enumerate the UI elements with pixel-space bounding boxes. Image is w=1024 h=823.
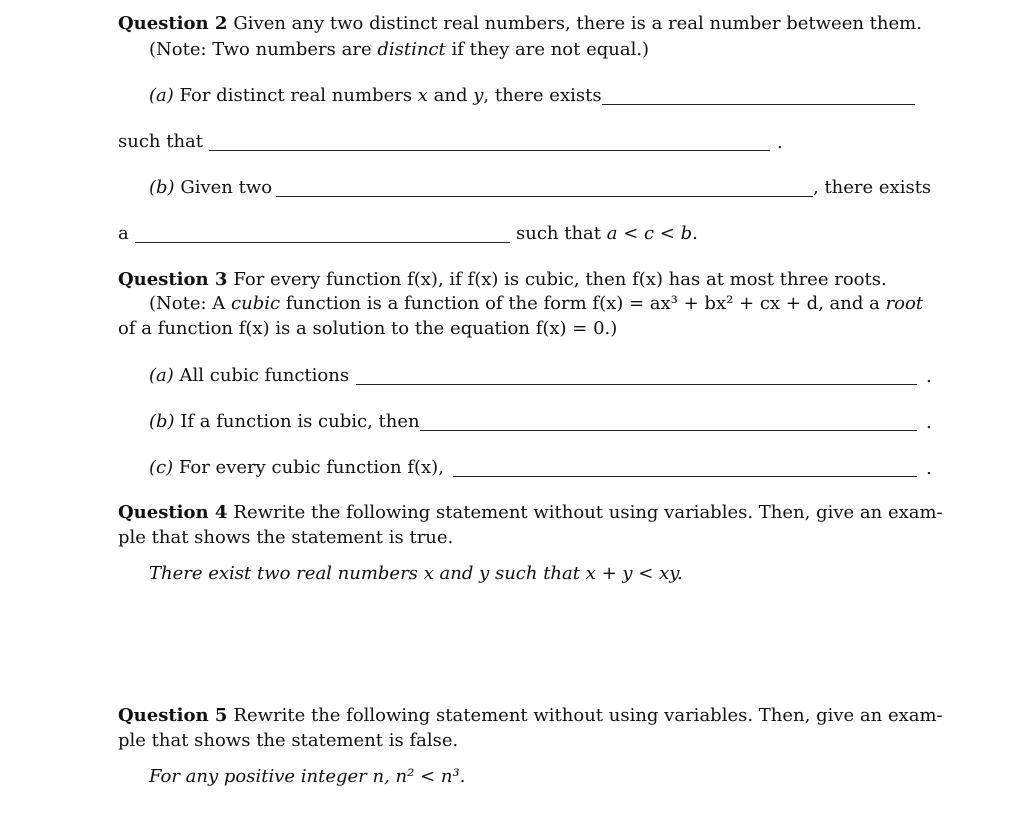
q3a-period: . [926, 366, 932, 387]
q2b-such-that [516, 222, 698, 246]
q2b-period: . [692, 223, 698, 244]
q2-note-em: distinct [377, 39, 446, 60]
q2a-pre: For distinct real numbers [179, 85, 418, 106]
q2a-and: and [427, 85, 474, 106]
q3-statement: For every function f(x), if f(x) is cubic, then f(x) has at most three roots. [233, 269, 887, 290]
q2a-prompt [149, 84, 602, 108]
q4-heading-line [118, 501, 943, 525]
q2a-blank-1[interactable] [602, 104, 915, 105]
q4-label: Question 4 [118, 502, 228, 523]
q3b-text: If a function is cubic, then [180, 411, 420, 432]
q3-note-line-1 [149, 292, 923, 316]
q3c-text: For every cubic function f(x), [178, 457, 444, 478]
q2a-period: . [777, 132, 783, 153]
q3b-label: (b) [149, 411, 175, 432]
q2b-blank-2[interactable] [135, 242, 510, 243]
q3a-blank[interactable] [356, 384, 917, 385]
q3a-label: (a) [149, 365, 174, 386]
q2b-inequality: a < c < b [606, 223, 693, 244]
q3-note-cubic: cubic [231, 293, 281, 314]
q3-note-line-2: of a function f(x) is a solution to the equation f(x) = 0.) [118, 318, 618, 339]
q2b-a-word: a [118, 223, 129, 244]
q2a-such-that: such that [118, 131, 204, 152]
q3-label: Question 3 [118, 269, 228, 290]
q3b-blank[interactable] [420, 430, 917, 431]
q4-text-2: ple that shows the statement is true. [118, 527, 454, 548]
q2-note-post: if they are not equal.) [445, 39, 650, 60]
q5-heading-line [118, 704, 943, 728]
q2-statement: Given any two distinct real numbers, there is a real number between them. [233, 13, 922, 34]
q2a-post: , there exists [483, 85, 602, 106]
q3-note-1: (Note: A [149, 293, 232, 314]
q3-note-root: root [885, 293, 924, 314]
q5-text-1: Rewrite the following statement without using variables. Then, give an exam- [233, 705, 943, 726]
q2b-there-exists: , there exists [813, 177, 932, 198]
q3c-prompt [149, 456, 444, 480]
q5-label: Question 5 [118, 705, 228, 726]
q2a-blank-2[interactable] [209, 150, 770, 151]
q2a-var-x: x [417, 85, 428, 106]
q2-label: Question 2 [118, 13, 228, 34]
q2b-pre: Given two [180, 177, 273, 198]
q5-statement: For any positive integer n, n² < n³. [149, 766, 466, 787]
q2-heading-line [118, 12, 922, 36]
q2-note-pre: (Note: Two numbers are [149, 39, 378, 60]
q4-text-1: Rewrite the following statement without using variables. Then, give an exam- [233, 502, 943, 523]
q3b-prompt [149, 410, 420, 434]
q3c-period: . [926, 458, 932, 479]
q2b-blank-1[interactable] [276, 196, 813, 197]
q3a-prompt [149, 364, 349, 388]
q2a-label: (a) [149, 85, 174, 106]
q2b-prompt [149, 176, 272, 200]
q3-note-2: function is a function of the form f(x) = ax³ + bx² + cx + d, and a [280, 293, 886, 314]
q2-note [149, 38, 649, 62]
q3a-text: All cubic functions [179, 365, 350, 386]
q2a-var-y: y [473, 85, 484, 106]
q4-statement: There exist two real numbers x and y such that x + y < xy. [149, 563, 683, 584]
q3-heading-line [118, 268, 887, 292]
q2b-such-that-text: such that [516, 223, 607, 244]
q3c-label: (c) [149, 457, 174, 478]
q5-text-2: ple that shows the statement is false. [118, 730, 459, 751]
q2b-label: (b) [149, 177, 175, 198]
q3b-period: . [926, 412, 932, 433]
q3c-blank[interactable] [453, 476, 917, 477]
